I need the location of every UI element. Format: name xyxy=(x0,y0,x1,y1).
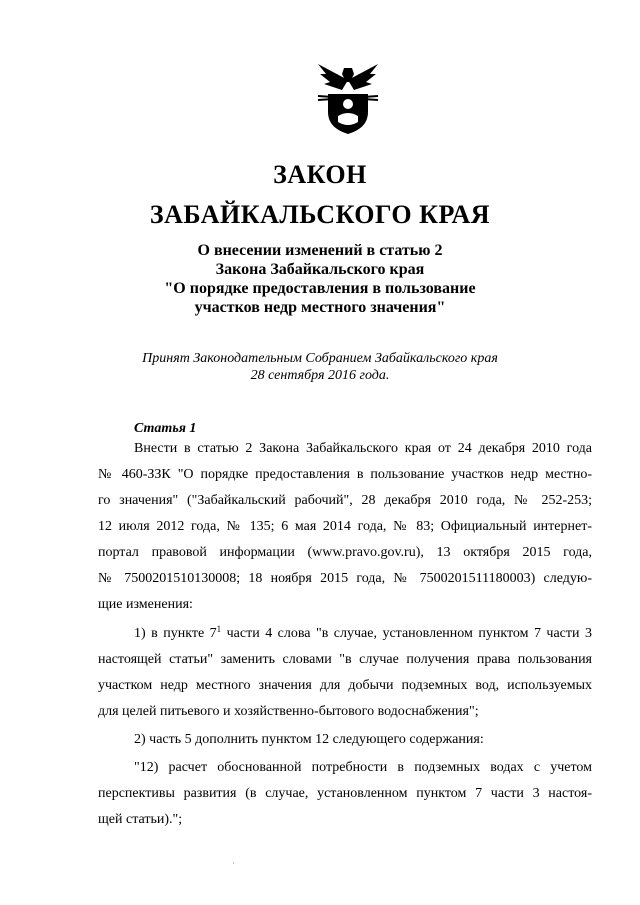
item-1-text-cont: части 4 слова "в случае, установленном пунктом 7 части 3 xyxy=(221,626,592,641)
coat-of-arms-icon xyxy=(316,60,380,136)
body-line: го значения" ("Забайкальский рабочий", 28 декабря 2010 года, № 252-253; xyxy=(98,493,592,508)
body-line: перспективы развития (в случае, установленном пунктом 7 части 3 настоя- xyxy=(98,786,592,801)
body-line: № 460-ЗЗК "О порядке предоставления в пользование участков недр местно- xyxy=(98,467,592,482)
body-line: портал правовой информации (www.pravo.gov.ru), 13 октября 2015 года, xyxy=(98,545,592,560)
subtitle-line: "О порядке предоставления в пользование xyxy=(164,280,476,297)
body-line: для целей питьевого и хозяйственно-бытового водоснабжения"; xyxy=(98,704,479,719)
article-heading: Статья 1 xyxy=(134,421,197,436)
body-line: щие изменения: xyxy=(98,597,193,612)
body-line: щей статьи)."; xyxy=(98,812,183,827)
adoption-date: 28 сентября 2016 года. xyxy=(250,368,390,383)
body-line: настоящей статьи" заменить словами "в случае получения права пользования xyxy=(98,652,592,667)
subtitle-line: Закона Забайкальского края xyxy=(215,261,425,278)
law-region: ЗАБАЙКАЛЬСКОГО КРАЯ xyxy=(149,200,491,229)
item-1-superscript: 1 xyxy=(216,624,222,634)
adoption-note: Принят Законодательным Собранием Забайкальского края xyxy=(142,351,498,366)
subtitle-line: О внесении изменений в статью 2 xyxy=(197,242,443,259)
subtitle-line: участков недр местного значения" xyxy=(194,299,446,316)
item-1-first-line xyxy=(134,625,592,642)
scan-speck xyxy=(233,862,234,864)
body-line: № 7500201510130008; 18 ноября 2015 года, № 7500201511180003) следую- xyxy=(98,571,592,586)
body-line: участком недр местного значения для добычи подземных вод, используемых xyxy=(98,678,592,693)
body-line: "12) расчет обоснованной потребности в подземных водах с учетом xyxy=(134,760,592,775)
item-1-text: 1) в пункте 7 xyxy=(134,626,217,641)
law-title: ЗАКОН xyxy=(273,160,367,189)
body-line: Внести в статью 2 Закона Забайкальского края от 24 декабря 2010 года xyxy=(134,441,592,456)
item-2-line: 2) часть 5 дополнить пунктом 12 следующего содержания: xyxy=(134,732,484,747)
body-line: 12 июля 2012 года, № 135; 6 мая 2014 года, № 83; Официальный интернет- xyxy=(98,519,592,534)
